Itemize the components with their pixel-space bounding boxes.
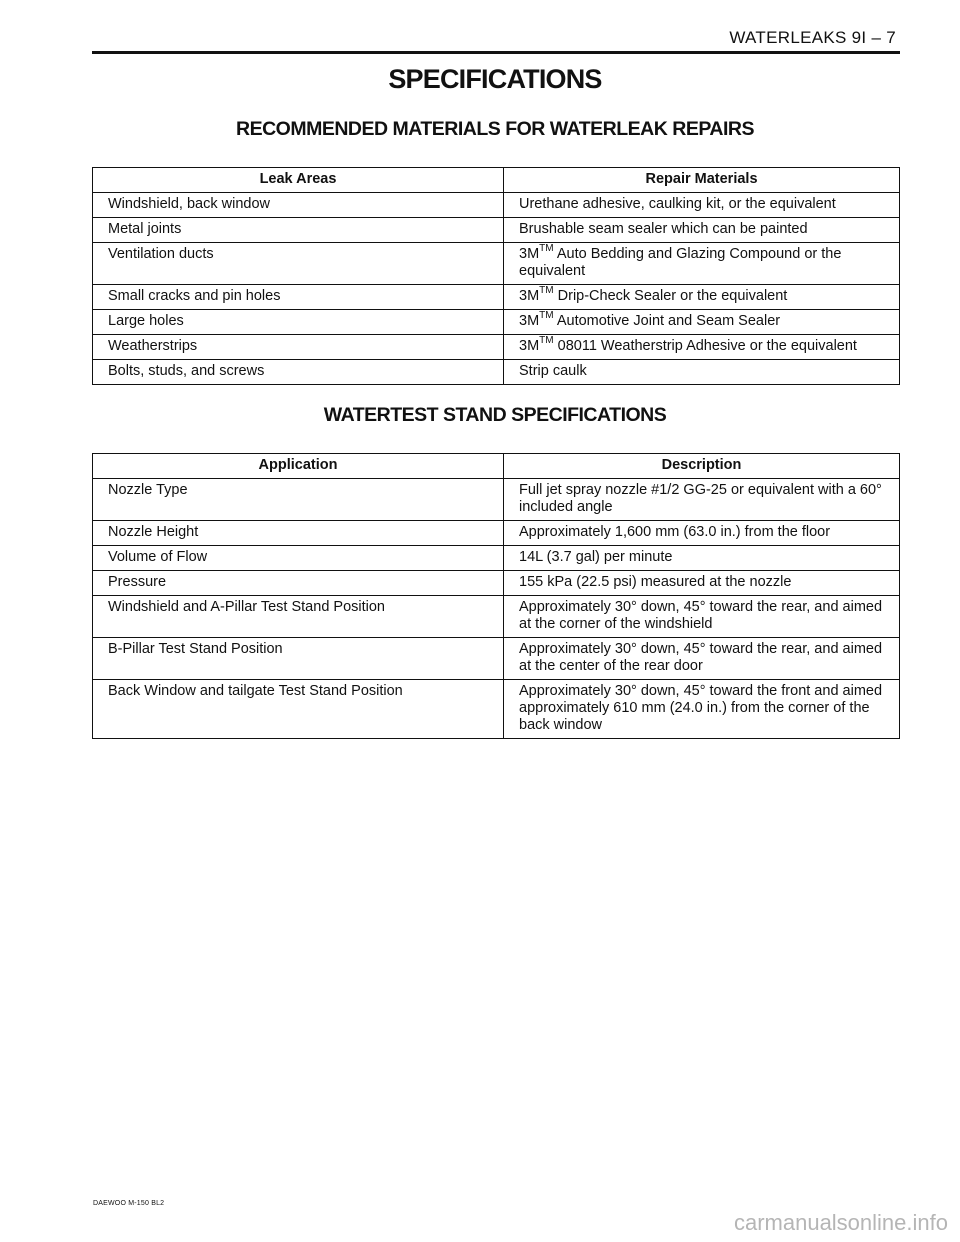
materials-header-leak-areas: Leak Areas: [93, 168, 504, 193]
header-rule: [92, 51, 900, 54]
repair-material-cell: [504, 243, 900, 285]
trademark-superscript: TM: [539, 335, 554, 347]
leak-area-cell: Ventilation ducts: [93, 243, 504, 285]
material-text: Auto Bedding and Glazing Compound or the equivalent: [519, 246, 842, 279]
material-text: Automotive Joint and Seam Sealer: [553, 313, 781, 329]
materials-section-title: RECOMMENDED MATERIALS FOR WATERLEAK REPAIRS: [236, 118, 754, 140]
stand-header-description: Description: [504, 454, 900, 479]
brand-text: 3M: [519, 246, 540, 262]
description-cell: 14L (3.7 gal) per minute: [504, 546, 900, 571]
page-header-title: WATERLEAKS 9I – 7: [729, 28, 896, 47]
page-title: SPECIFICATIONS: [388, 64, 602, 94]
description-cell: Approximately 30° down, 45° toward the front and aimed approximately 610 mm (24.0 in.) from the corner of the back window: [504, 680, 900, 739]
stand-table: [92, 453, 900, 739]
repair-material-cell: [504, 310, 900, 335]
repair-material-cell: [504, 285, 900, 310]
description-cell: 155 kPa (22.5 psi) measured at the nozzle: [504, 571, 900, 596]
repair-material-cell: [504, 335, 900, 360]
material-text: Strip caulk: [519, 363, 587, 379]
application-cell: Nozzle Type: [93, 479, 504, 521]
brand-text: 3M: [519, 313, 540, 329]
material-text: Brushable seam sealer which can be painted: [519, 221, 808, 237]
stand-section-title: WATERTEST STAND SPECIFICATIONS: [323, 404, 667, 426]
table-row: [93, 680, 900, 739]
trademark-superscript: TM: [539, 310, 554, 322]
leak-area-cell: Bolts, studs, and screws: [93, 360, 504, 385]
table-row: [93, 193, 900, 218]
repair-material-cell: [504, 360, 900, 385]
watermark: carmanualsonline.info: [733, 1210, 948, 1235]
footer-code: DAEWOO M-150 BL2: [93, 1200, 165, 1207]
stand-header-application: Application: [93, 454, 504, 479]
description-cell: Approximately 30° down, 45° toward the rear, and aimed at the corner of the windshield: [504, 596, 900, 638]
table-row: [93, 285, 900, 310]
material-text: Urethane adhesive, caulking kit, or the equivalent: [519, 196, 836, 212]
description-cell: Approximately 1,600 mm (63.0 in.) from the floor: [504, 521, 900, 546]
leak-area-cell: Windshield, back window: [93, 193, 504, 218]
brand-text: 3M: [519, 338, 540, 354]
table-row: [93, 521, 900, 546]
leak-area-cell: Small cracks and pin holes: [93, 285, 504, 310]
table-row: [93, 596, 900, 638]
trademark-superscript: TM: [539, 285, 554, 297]
materials-header-repair-materials: Repair Materials: [504, 168, 900, 193]
application-cell: Pressure: [93, 571, 504, 596]
table-row: [93, 310, 900, 335]
materials-table: [92, 167, 900, 385]
description-cell: Full jet spray nozzle #1/2 GG-25 or equivalent with a 60° included angle: [504, 479, 900, 521]
application-cell: Volume of Flow: [93, 546, 504, 571]
table-row: [93, 335, 900, 360]
repair-material-cell: [504, 218, 900, 243]
repair-material-cell: [504, 193, 900, 218]
table-row: [93, 479, 900, 521]
leak-area-cell: Weatherstrips: [93, 335, 504, 360]
application-cell: B-Pillar Test Stand Position: [93, 638, 504, 680]
table-row: [93, 243, 900, 285]
trademark-superscript: TM: [539, 243, 554, 255]
application-cell: Back Window and tailgate Test Stand Position: [93, 680, 504, 739]
brand-text: 3M: [519, 288, 540, 304]
table-row: [93, 218, 900, 243]
table-row: [93, 638, 900, 680]
leak-area-cell: Metal joints: [93, 218, 504, 243]
table-row: [93, 360, 900, 385]
description-cell: Approximately 30° down, 45° toward the rear, and aimed at the center of the rear door: [504, 638, 900, 680]
application-cell: Windshield and A-Pillar Test Stand Position: [93, 596, 504, 638]
table-row: [93, 546, 900, 571]
leak-area-cell: Large holes: [93, 310, 504, 335]
table-row: [93, 571, 900, 596]
material-text: Drip-Check Sealer or the equivalent: [553, 288, 788, 304]
application-cell: Nozzle Height: [93, 521, 504, 546]
material-text: 08011 Weatherstrip Adhesive or the equivalent: [553, 338, 857, 354]
